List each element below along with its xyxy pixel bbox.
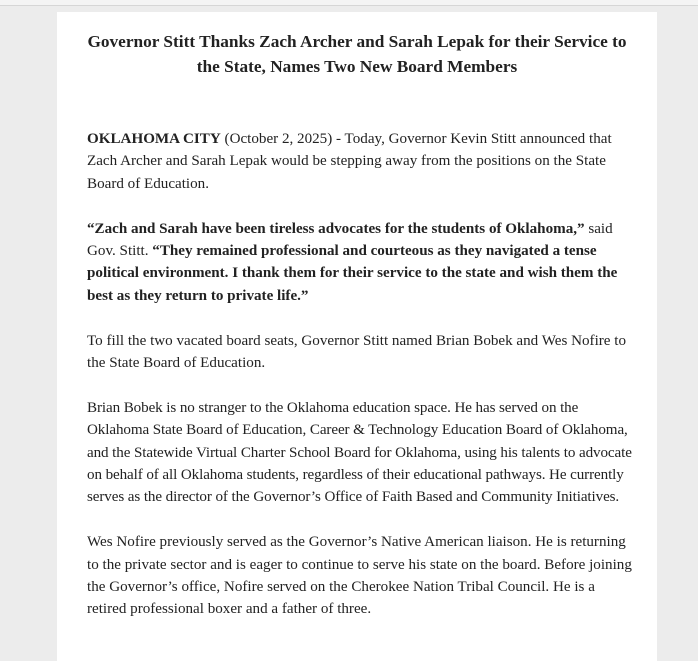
intro-paragraph [87,128,632,195]
dateline: OKLAHOMA CITY [87,131,221,147]
press-release-body [87,128,632,643]
bobek-paragraph: Brian Bobek is no stranger to the Oklahoma education space. He has served on the Oklahoma State Board of Education, Career & Technology Education Board of Oklahoma, and the Statewide Virtual Charter School Board for Oklahoma, using his talents to advocate on behalf of all Oklahoma students, regardless of their educational pathways. He currently serves as the director of the Governor’s Office of Faith Based and Community Initiatives. [87,399,632,506]
quote-part-2: “They remained professional and courteous as they navigated a tense political environment. I thank them for their service to the state and wish them the best as they return to private life.” [87,243,618,304]
intro-text: (October 2, 2025) - Today, Governor Kevin Stitt announced that Zach Archer and Sarah Lepak would be stepping away from the positions on the State Board of Education. [87,131,612,192]
viewer-top-bar [0,0,698,6]
quote-part-1: “Zach and Sarah have been tireless advocates for the students of Oklahoma,” [87,220,585,237]
email-body [57,12,657,661]
quote-paragraph [87,218,632,308]
quote-attribution: said Gov. Stitt. [87,220,613,260]
fill-seats-paragraph: To fill the two vacated board seats, Governor Stitt named Brian Bobek and Wes Nofire to the State Board of Education. [87,332,627,372]
nofire-paragraph: Wes Nofire previously served as the Governor’s Native American liaison. He is returning to the private sector and is eager to continue to serve his state on the board. Before joining the Governor’s office, Nofire served on the Cherokee Nation Tribal Council. He is a retired professional boxer and a father of three. [87,534,632,618]
press-release-headline: Governor Stitt Thanks Zach Archer and Sarah Lepak for their Service to the State, Names Two New Board Members [87,32,627,76]
